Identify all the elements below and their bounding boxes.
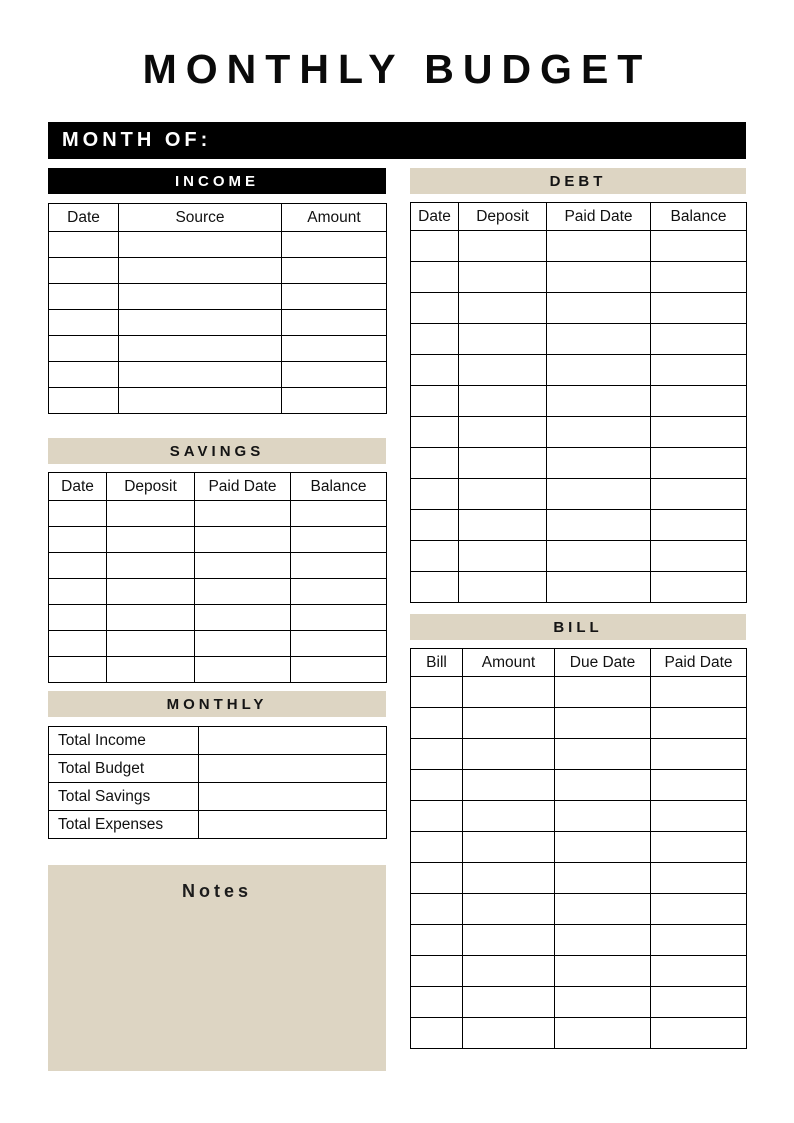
- empty-cell: [463, 863, 555, 894]
- empty-cell: [463, 1018, 555, 1049]
- empty-cell: [291, 501, 387, 527]
- empty-cell: [651, 262, 747, 293]
- empty-row: [411, 956, 747, 987]
- summary-value-cell: [199, 783, 387, 811]
- debt-title: DEBT: [549, 172, 607, 190]
- empty-cell: [459, 231, 547, 262]
- empty-cell: [411, 832, 463, 863]
- empty-cell: [107, 501, 195, 527]
- empty-row: [49, 284, 387, 310]
- empty-cell: [463, 677, 555, 708]
- empty-cell: [459, 448, 547, 479]
- empty-cell: [119, 284, 282, 310]
- empty-cell: [463, 956, 555, 987]
- empty-cell: [49, 284, 119, 310]
- empty-cell: [463, 739, 555, 770]
- empty-cell: [195, 631, 291, 657]
- empty-cell: [555, 987, 651, 1018]
- empty-cell: [651, 987, 747, 1018]
- empty-cell: [411, 894, 463, 925]
- empty-cell: [282, 336, 387, 362]
- empty-cell: [555, 894, 651, 925]
- empty-cell: [107, 605, 195, 631]
- empty-cell: [555, 832, 651, 863]
- column-header: Amount: [282, 204, 387, 232]
- empty-cell: [195, 553, 291, 579]
- income-table: [48, 203, 387, 414]
- empty-cell: [291, 527, 387, 553]
- empty-row: [49, 631, 387, 657]
- empty-row: [411, 479, 747, 510]
- empty-cell: [463, 987, 555, 1018]
- empty-cell: [107, 657, 195, 683]
- empty-cell: [195, 657, 291, 683]
- column-header: Date: [411, 203, 459, 231]
- empty-cell: [195, 501, 291, 527]
- empty-cell: [49, 310, 119, 336]
- empty-cell: [119, 232, 282, 258]
- summary-label: Total Expenses: [49, 811, 199, 839]
- empty-cell: [49, 336, 119, 362]
- empty-cell: [463, 801, 555, 832]
- empty-cell: [282, 284, 387, 310]
- empty-cell: [107, 631, 195, 657]
- month-of-bar: [48, 122, 746, 159]
- empty-cell: [411, 262, 459, 293]
- empty-cell: [49, 232, 119, 258]
- empty-cell: [411, 572, 459, 603]
- empty-cell: [411, 1018, 463, 1049]
- empty-cell: [411, 863, 463, 894]
- empty-row: [411, 355, 747, 386]
- empty-cell: [411, 801, 463, 832]
- empty-cell: [411, 770, 463, 801]
- summary-row: [49, 811, 387, 839]
- empty-cell: [547, 541, 651, 572]
- debt-table: [410, 202, 747, 603]
- empty-cell: [651, 448, 747, 479]
- empty-cell: [651, 479, 747, 510]
- empty-row: [49, 336, 387, 362]
- empty-cell: [651, 832, 747, 863]
- empty-cell: [119, 336, 282, 362]
- column-header: Paid Date: [547, 203, 651, 231]
- empty-row: [411, 1018, 747, 1049]
- empty-cell: [463, 708, 555, 739]
- empty-row: [411, 510, 747, 541]
- empty-row: [411, 386, 747, 417]
- empty-cell: [107, 553, 195, 579]
- empty-cell: [651, 863, 747, 894]
- empty-cell: [651, 417, 747, 448]
- column-header: Date: [49, 204, 119, 232]
- monthly-section-header: [48, 691, 386, 717]
- column-header: Due Date: [555, 649, 651, 677]
- page-title: MONTHLY BUDGET: [142, 46, 652, 92]
- empty-cell: [459, 572, 547, 603]
- summary-label: Total Savings: [49, 783, 199, 811]
- summary-label: Total Income: [49, 727, 199, 755]
- bill-section-header: [410, 614, 746, 640]
- empty-row: [49, 258, 387, 284]
- empty-row: [411, 739, 747, 770]
- empty-cell: [651, 770, 747, 801]
- empty-cell: [411, 510, 459, 541]
- empty-cell: [547, 479, 651, 510]
- summary-row: [49, 783, 387, 811]
- savings-title: SAVINGS: [169, 442, 265, 460]
- empty-cell: [411, 987, 463, 1018]
- empty-cell: [651, 386, 747, 417]
- empty-cell: [411, 417, 459, 448]
- summary-label: Total Budget: [49, 755, 199, 783]
- empty-cell: [547, 417, 651, 448]
- income-title: INCOME: [175, 172, 259, 190]
- empty-cell: [411, 541, 459, 572]
- empty-row: [411, 832, 747, 863]
- empty-row: [411, 572, 747, 603]
- column-header: Balance: [291, 473, 387, 501]
- empty-cell: [555, 708, 651, 739]
- savings-section-header: [48, 438, 386, 464]
- empty-cell: [291, 657, 387, 683]
- empty-cell: [459, 355, 547, 386]
- empty-cell: [411, 324, 459, 355]
- empty-cell: [291, 579, 387, 605]
- empty-cell: [463, 770, 555, 801]
- savings-table: [48, 472, 387, 683]
- empty-row: [49, 232, 387, 258]
- empty-cell: [459, 262, 547, 293]
- summary-row: [49, 755, 387, 783]
- empty-cell: [49, 657, 107, 683]
- empty-cell: [411, 739, 463, 770]
- column-header: Source: [119, 204, 282, 232]
- empty-cell: [411, 925, 463, 956]
- empty-cell: [411, 956, 463, 987]
- empty-cell: [651, 572, 747, 603]
- empty-cell: [547, 293, 651, 324]
- empty-cell: [282, 362, 387, 388]
- empty-row: [49, 501, 387, 527]
- empty-cell: [195, 579, 291, 605]
- bill-title: BILL: [553, 618, 603, 636]
- empty-cell: [651, 231, 747, 262]
- empty-row: [411, 677, 747, 708]
- empty-cell: [411, 231, 459, 262]
- empty-row: [411, 417, 747, 448]
- empty-cell: [291, 553, 387, 579]
- empty-cell: [49, 362, 119, 388]
- empty-cell: [49, 258, 119, 284]
- empty-row: [411, 863, 747, 894]
- empty-cell: [463, 894, 555, 925]
- empty-cell: [651, 894, 747, 925]
- monthly-title: MONTHLY: [166, 695, 268, 713]
- debt-section-header: [410, 168, 746, 194]
- empty-row: [49, 310, 387, 336]
- empty-cell: [411, 677, 463, 708]
- empty-row: [411, 925, 747, 956]
- empty-row: [49, 388, 387, 414]
- empty-cell: [411, 708, 463, 739]
- empty-cell: [49, 579, 107, 605]
- empty-cell: [547, 572, 651, 603]
- empty-cell: [651, 293, 747, 324]
- empty-cell: [555, 677, 651, 708]
- column-header: Balance: [651, 203, 747, 231]
- empty-cell: [547, 231, 651, 262]
- empty-cell: [459, 479, 547, 510]
- empty-cell: [555, 770, 651, 801]
- empty-cell: [49, 501, 107, 527]
- empty-row: [49, 527, 387, 553]
- empty-cell: [119, 388, 282, 414]
- empty-cell: [651, 801, 747, 832]
- left-column: [48, 168, 386, 1071]
- empty-cell: [547, 262, 651, 293]
- empty-cell: [547, 510, 651, 541]
- empty-cell: [459, 386, 547, 417]
- empty-cell: [547, 448, 651, 479]
- empty-row: [49, 605, 387, 631]
- column-header: Deposit: [459, 203, 547, 231]
- bill-header-row: [411, 649, 747, 677]
- summary-value-cell: [199, 727, 387, 755]
- column-header: Date: [49, 473, 107, 501]
- empty-cell: [555, 801, 651, 832]
- empty-cell: [459, 541, 547, 572]
- empty-cell: [555, 863, 651, 894]
- empty-cell: [195, 527, 291, 553]
- empty-row: [411, 894, 747, 925]
- empty-cell: [459, 510, 547, 541]
- empty-cell: [119, 362, 282, 388]
- empty-cell: [282, 388, 387, 414]
- notes-title: Notes: [181, 881, 252, 901]
- empty-cell: [282, 310, 387, 336]
- empty-cell: [282, 232, 387, 258]
- empty-cell: [547, 386, 651, 417]
- empty-cell: [107, 579, 195, 605]
- empty-row: [411, 448, 747, 479]
- empty-cell: [49, 527, 107, 553]
- empty-row: [411, 770, 747, 801]
- empty-cell: [555, 1018, 651, 1049]
- empty-cell: [107, 527, 195, 553]
- empty-cell: [411, 479, 459, 510]
- empty-cell: [651, 510, 747, 541]
- right-column: [410, 168, 746, 1049]
- empty-cell: [459, 324, 547, 355]
- empty-cell: [291, 605, 387, 631]
- empty-row: [411, 293, 747, 324]
- empty-cell: [49, 553, 107, 579]
- empty-row: [411, 801, 747, 832]
- empty-cell: [651, 355, 747, 386]
- empty-row: [411, 708, 747, 739]
- empty-cell: [463, 832, 555, 863]
- empty-cell: [49, 388, 119, 414]
- summary-value-cell: [199, 811, 387, 839]
- empty-row: [411, 541, 747, 572]
- empty-cell: [459, 293, 547, 324]
- empty-row: [411, 231, 747, 262]
- column-header: Bill: [411, 649, 463, 677]
- empty-cell: [459, 417, 547, 448]
- empty-cell: [411, 386, 459, 417]
- income-section-header: [48, 168, 386, 194]
- summary-value-cell: [199, 755, 387, 783]
- debt-header-row: [411, 203, 747, 231]
- empty-cell: [291, 631, 387, 657]
- empty-cell: [651, 739, 747, 770]
- empty-row: [49, 362, 387, 388]
- savings-header-row: [49, 473, 387, 501]
- empty-cell: [463, 925, 555, 956]
- empty-cell: [651, 541, 747, 572]
- empty-row: [411, 987, 747, 1018]
- empty-cell: [49, 631, 107, 657]
- column-header: Paid Date: [195, 473, 291, 501]
- empty-cell: [555, 739, 651, 770]
- notes-box: [48, 865, 386, 1071]
- empty-cell: [651, 925, 747, 956]
- empty-cell: [195, 605, 291, 631]
- summary-row: [49, 727, 387, 755]
- column-header: Paid Date: [651, 649, 747, 677]
- column-header: Deposit: [107, 473, 195, 501]
- empty-row: [49, 579, 387, 605]
- empty-cell: [651, 708, 747, 739]
- empty-row: [411, 262, 747, 293]
- empty-row: [49, 553, 387, 579]
- empty-cell: [547, 324, 651, 355]
- column-header: Amount: [463, 649, 555, 677]
- monthly-summary-table: [48, 726, 387, 839]
- empty-cell: [555, 956, 651, 987]
- empty-cell: [411, 355, 459, 386]
- empty-row: [411, 324, 747, 355]
- empty-cell: [49, 605, 107, 631]
- empty-cell: [282, 258, 387, 284]
- empty-cell: [411, 293, 459, 324]
- empty-cell: [547, 355, 651, 386]
- empty-cell: [411, 448, 459, 479]
- empty-cell: [555, 925, 651, 956]
- empty-cell: [651, 324, 747, 355]
- bill-table: [410, 648, 747, 1049]
- empty-cell: [651, 1018, 747, 1049]
- income-header-row: [49, 204, 387, 232]
- empty-cell: [651, 677, 747, 708]
- empty-cell: [119, 310, 282, 336]
- empty-cell: [651, 956, 747, 987]
- empty-cell: [119, 258, 282, 284]
- month-of-label: MONTH OF:: [62, 129, 212, 151]
- empty-row: [49, 657, 387, 683]
